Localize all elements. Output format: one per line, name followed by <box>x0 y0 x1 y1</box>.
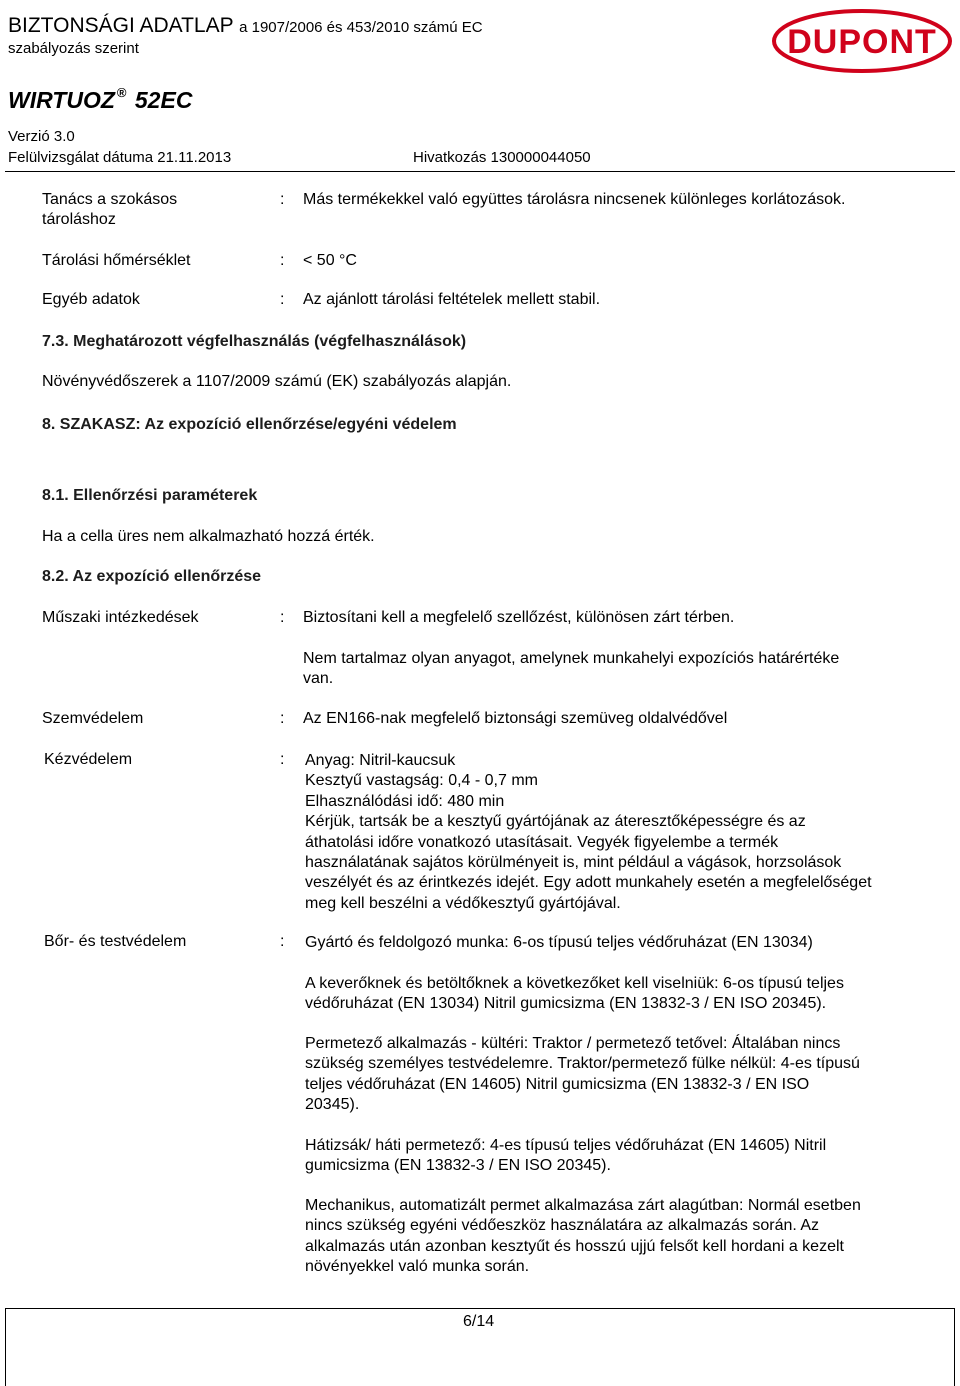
skin-p5-line: alkalmazás után azonban kesztyűt és hosszú ujjú felsőt kell hordani a kezelt <box>305 1237 844 1255</box>
skin-p4 <box>305 1136 826 1177</box>
skin-p4-line: Hátizsák/ háti permetező: 4-es típusú teljes védőruházat (EN 14605) Nitril <box>305 1137 827 1154</box>
footer-divider <box>5 1308 955 1309</box>
product-name <box>8 87 192 114</box>
eye-label: Szemvédelem <box>42 710 144 727</box>
advice-label-2: tároláshoz <box>42 211 116 228</box>
title-subtitle: szabályozás szerint <box>8 40 139 57</box>
hand-line: Kesztyű vastagság: 0,4 - 0,7 mm <box>305 772 538 790</box>
logo-text: DUPONT <box>787 23 937 61</box>
eye-value: Az EN166-nak megfelelő biztonsági szemüveg oldalvédővel <box>303 710 728 727</box>
technical-value-1: Biztosítani kell a megfelelő szellőzést, különösen zárt térben. <box>303 609 735 626</box>
other-value: Az ajánlott tárolási feltételek mellett stabil. <box>303 291 601 308</box>
footer-left-border <box>5 1309 6 1386</box>
technical-label: Műszaki intézkedések <box>42 609 199 626</box>
skin-p3-line: Permetező alkalmazás - kültéri: Traktor / permetező tetővel: Általában nincs <box>305 1035 841 1052</box>
section-8-1-heading: 8.1. Ellenőrzési paraméterek <box>42 487 258 504</box>
skin-p5 <box>305 1196 861 1278</box>
temp-label: Tárolási hőmérséklet <box>42 252 191 269</box>
section-8-heading: 8. SZAKASZ: Az expozíció ellenőrzése/egyéni védelem <box>42 416 457 433</box>
colon: : <box>280 291 285 308</box>
skin-p5-line: növényekkel való munka során. <box>305 1258 530 1276</box>
section-8-2-heading: 8.2. Az expozíció ellenőrzése <box>42 568 262 585</box>
technical-value-2b: van. <box>303 670 334 687</box>
colon: : <box>280 252 285 269</box>
hand-line: áthatolási időre vonatkozó utasításait. Vegyék figyelembe a termék <box>305 833 779 851</box>
registered-mark: ® <box>116 85 127 101</box>
skin-label: Bőr- és testvédelem <box>44 933 187 950</box>
dupont-logo <box>770 8 954 74</box>
skin-p1: Gyártó és feldolgozó munka: 6-os típusú teljes védőruházat (EN 13034) <box>305 934 813 951</box>
skin-p2 <box>305 974 844 1015</box>
skin-p3-line: 20345). <box>305 1096 360 1114</box>
colon: : <box>280 191 285 208</box>
hand-line: Elhasználódási idő: 480 min <box>305 792 505 810</box>
advice-label-1: Tanács a szokásos <box>42 191 178 208</box>
product-suffix: 52EC <box>134 87 193 113</box>
colon: : <box>280 710 285 727</box>
hand-line: használatának sajátos körülményeit is, mint például a vágások, horzsolások <box>305 854 842 872</box>
skin-p5-line: Mechanikus, automatizált permet alkalmazása zárt alagútban: Normál esetben <box>305 1197 861 1214</box>
hand-label: Kézvédelem <box>44 751 133 768</box>
section-8-1-text: Ha a cella üres nem alkalmazható hozzá érték. <box>42 528 375 545</box>
skin-p3-line: teljes védőruházat (EN 14605) Nitril gumicsizma (EN 13832-3 / EN ISO <box>305 1075 810 1093</box>
colon: : <box>280 933 285 950</box>
footer-right-border <box>954 1309 955 1386</box>
product-label: WIRTUOZ <box>8 87 115 113</box>
temp-value: < 50 °C <box>303 252 357 269</box>
skin-p2-line: védőruházat (EN 13034) Nitril gumicsizma (EN 13832-3 / EN ISO 20345). <box>305 995 827 1013</box>
hand-line: Anyag: Nitril-kaucsuk <box>305 752 456 769</box>
skin-p4-line: gumicsizma (EN 13832-3 / EN ISO 20345). <box>305 1157 611 1175</box>
other-label: Egyéb adatok <box>42 291 140 308</box>
technical-value-2a: Nem tartalmaz olyan anyagot, amelynek munkahelyi expozíciós határértéke <box>303 650 840 667</box>
advice-value: Más termékekkel való együttes tárolásra nincsenek különleges korlátozások. <box>303 191 846 208</box>
header-divider <box>5 171 955 172</box>
skin-p3-line: szükség személyes testvédelemre. Traktor/permetező fülke nélkül: 4-es típusú <box>305 1055 860 1073</box>
reference-number: Hivatkozás 130000044050 <box>413 149 591 166</box>
skin-p5-line: nincs szükség egyéni védőeszköz használatára az alkalmazás során. Az <box>305 1217 820 1235</box>
page-number: 6/14 <box>463 1313 495 1330</box>
hand-line: veszélyét és az érintkezés idejét. Egy adott munkahely esetén a megfelelőséget <box>305 874 872 892</box>
hand-line: meg kell beszélni a védőkesztyű gyártójával. <box>305 894 621 912</box>
colon: : <box>280 751 285 768</box>
document-title <box>8 14 483 38</box>
section-7-3-text: Növényvédőszerek a 1107/2009 számú (EK) szabályozás alapján. <box>42 373 512 390</box>
hand-value <box>305 751 872 914</box>
version: Verzió 3.0 <box>8 128 75 145</box>
review-date: Felülvizsgálat dátuma 21.11.2013 <box>8 149 232 166</box>
hand-line: Kérjük, tartsák be a kesztyű gyártójának az áteresztőképességre és az <box>305 813 806 831</box>
title-main: BIZTONSÁGI ADATLAP <box>8 14 234 37</box>
colon: : <box>280 609 285 626</box>
skin-p2-line: A keverőknek és betöltőknek a következőket kell viselniük: 6-os típusú teljes <box>305 975 844 992</box>
section-7-3-heading: 7.3. Meghatározott végfelhasználás (végfelhasználások) <box>42 333 467 350</box>
title-regulation: a 1907/2006 és 453/2010 számú EC <box>239 19 483 36</box>
skin-p3 <box>305 1034 860 1116</box>
